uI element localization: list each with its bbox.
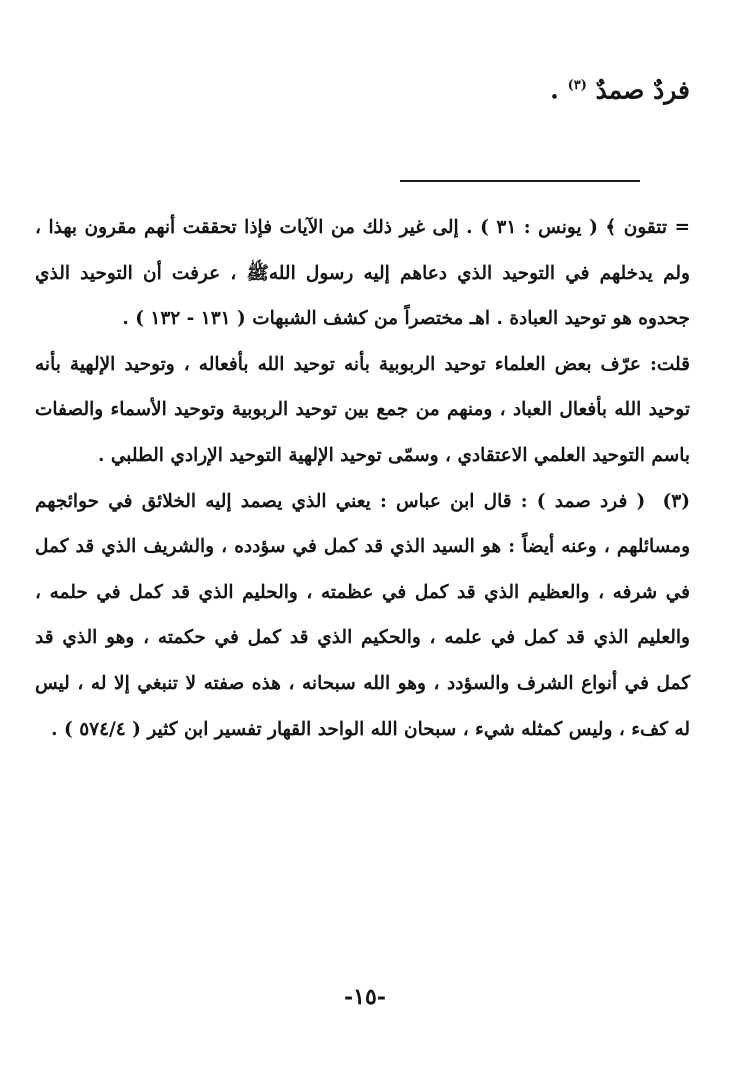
footnote-divider bbox=[400, 180, 640, 182]
main-text-end: . bbox=[550, 75, 559, 105]
footnote-comment: قلت: عرّف بعض العلماء توحيد الربوبية بأنه توحيد الله بأفعاله ، وتوحيد الإلهية بأنه توحيد الله بأفعال العباد ، ومنهم من جمع بين توحيد الربوبية وتوحيد الأسماء والصفات باسم التوحيد العلمي الاعتقادي ، وسمّى توحيد الإلهية التوحيد الإرادي الطلبي . bbox=[35, 353, 690, 466]
footnotes bbox=[35, 205, 690, 752]
footnote-reference: (٣) bbox=[567, 78, 587, 93]
main-text bbox=[550, 66, 690, 110]
continuation-text: ﴾ ( يونس : ٣١ ) . إلى غير ذلك من الآيات فإذا تحققت أنهم مقرون بهذا ، ولم يدخلهم في التوحيد الذي دعاهم إليه رسول اللهﷺ ، عرفت أن التوحيد الذي جحدوه هو توحيد العبادة . اهـ مختصراً من كشف الشبهات ( ١٣١ - ١٣٢ ) . bbox=[35, 217, 690, 330]
continuation-lead: = تتقون bbox=[623, 217, 690, 238]
footnote-continuation bbox=[35, 205, 690, 342]
footnote-3-text: ( فرد صمد ) : قال ابن عباس : يعني الذي يصمد إليه الخلائق في حوائجهم ومسائلهم ، وعنه أيضاً : هو السيد الذي قد كمل في سؤدده ، والشريف الذي قد كمل في شرفه ، والعظيم الذي قد كمل في عظمته ، والحليم الذي قد كمل في حلمه ، والعليم الذي قد كمل في علمه ، والحكيم الذي قد كمل في حكمته ، وهو الذي قد كمل في أنواع الشرف والسؤدد ، وهو الله سبحانه ، هذه صفته لا تنبغي إلا له ، ليس له كفء ، وليس كمثله شيء ، سبحان الله الواحد القهار تفسير ابن كثير ( ٥٧٤/٤ ) . bbox=[35, 490, 690, 740]
page-number: -١٥- bbox=[344, 984, 386, 1010]
main-text-words: فردٌ صمدٌ bbox=[595, 75, 690, 105]
footnote-3 bbox=[35, 479, 690, 753]
footnote-3-marker: (٣) bbox=[662, 490, 690, 512]
